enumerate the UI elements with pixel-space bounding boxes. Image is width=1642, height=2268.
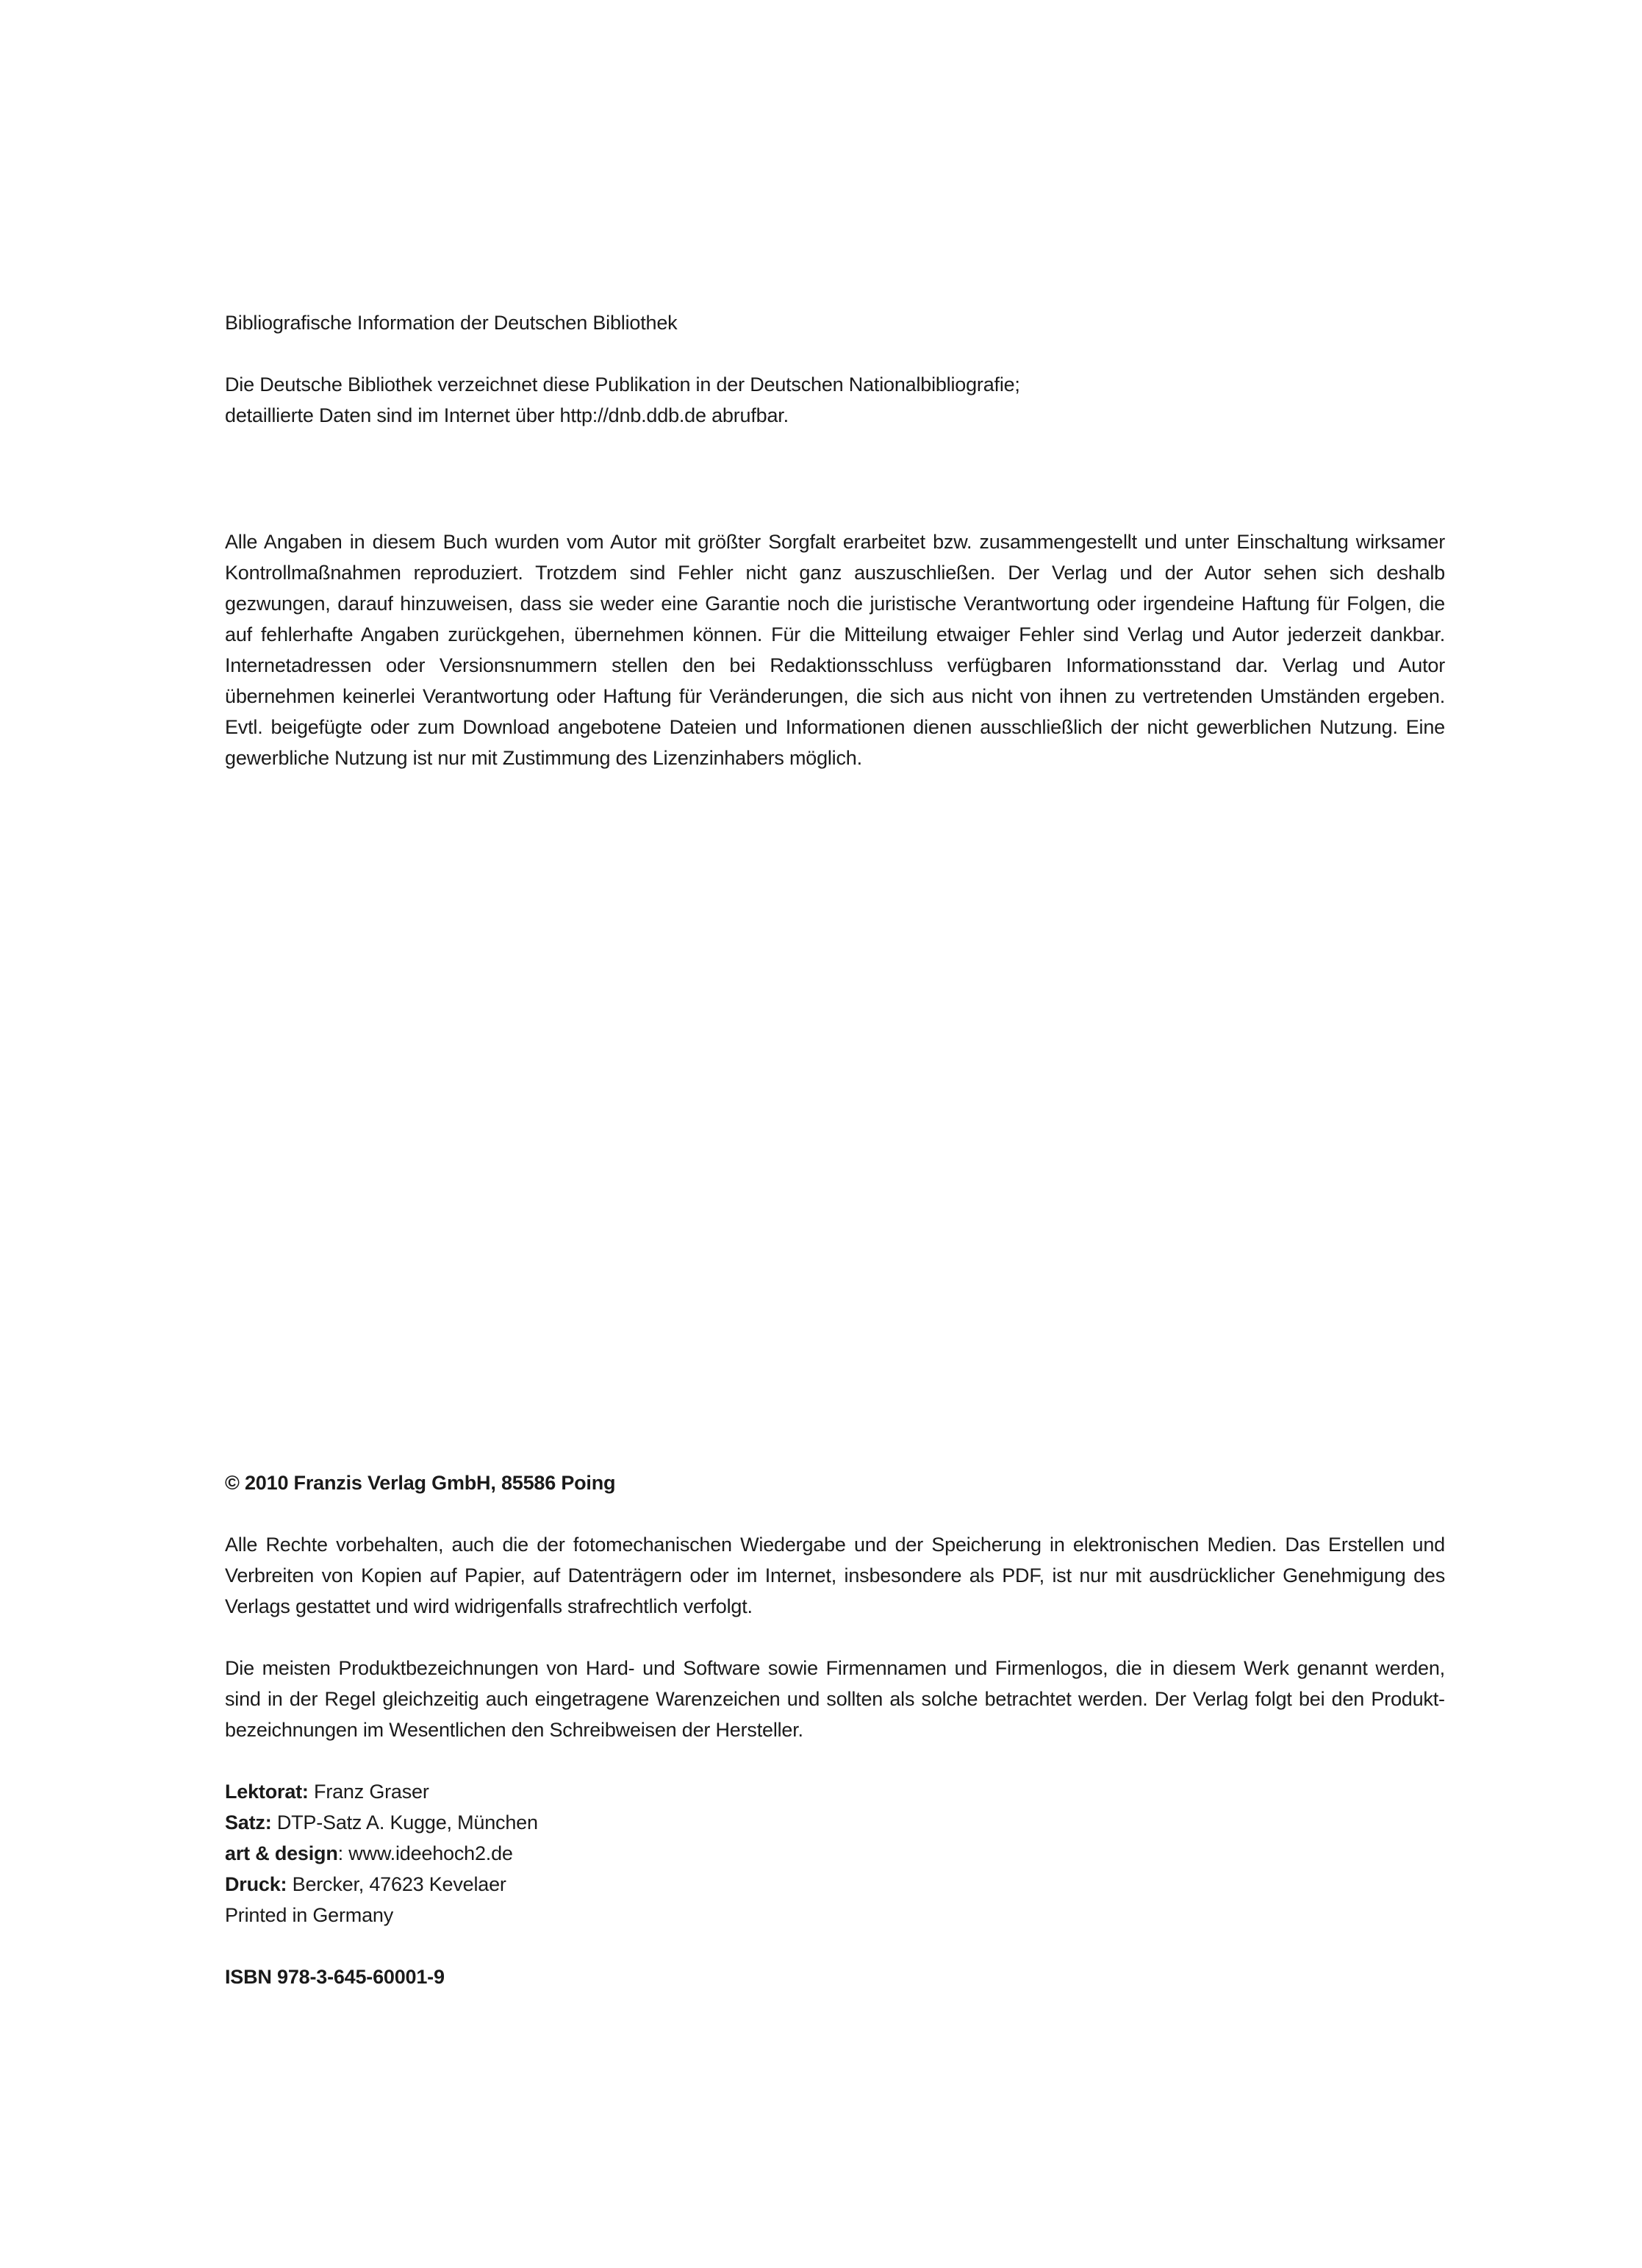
lektorat-label: Lektorat: xyxy=(225,1781,309,1803)
design-value: : www.ideehoch2.de xyxy=(337,1842,513,1864)
spacer xyxy=(225,338,1445,369)
lektorat-value: Franz Graser xyxy=(308,1781,429,1803)
copyright-section xyxy=(225,1467,1445,1992)
copyright-line: © 2010 Franzis Verlag GmbH, 85586 Poing xyxy=(225,1472,616,1494)
credit-design xyxy=(225,1838,1445,1869)
bibliographic-heading: Bibliografische Information der Deutschen Bibliothek xyxy=(225,312,678,334)
isbn: ISBN 978-3-645-60001-9 xyxy=(225,1966,445,1988)
rights-text: Alle Rechte vorbehalten, auch die der fotomechanischen Wiedergabe und der Speicherung in elektronischen Medien. Das Erstellen und Verbreiten von Kopien auf Papier, auf Datenträgern oder im Internet, insbesondere als PDF, ist nur mit ausdrücklicher Genehmigung des Verlags gestattet und wird widrigenfalls strafrechtlich verfolgt. xyxy=(225,1534,1445,1617)
design-label: art & design xyxy=(225,1842,338,1864)
druck-value: Bercker, 47623 Kevelaer xyxy=(287,1873,506,1895)
credit-druck xyxy=(225,1869,1445,1900)
satz-value: DTP-Satz A. Kugge, München xyxy=(271,1811,538,1834)
printed-in: Printed in Germany xyxy=(225,1904,393,1926)
credit-satz xyxy=(225,1807,1445,1838)
druck-label: Druck: xyxy=(225,1873,287,1895)
disclaimer-section xyxy=(225,526,1445,773)
spacer xyxy=(225,1622,1445,1653)
spacer xyxy=(225,1745,1445,1776)
disclaimer-text: Alle Angaben in diesem Buch wurden vom Autor mit größter Sorgfalt erarbeitet bzw. zusammengestellt und unter Einschaltung wirksamer Kontrollmaßnahmen reproduziert. Trotzdem sind Fehler nicht ganz auszuschließen. Der Verlag und der Autor sehen sich deshalb gezwungen, darauf hinzuweisen, dass sie weder eine Garantie noch die juristische Verantwortung oder irgendeine Haftung für Folgen, die auf fehlerhafte Angaben zurückgehen, übernehmen können. Für die Mitteilung etwaiger Fehler sind Verlag und Autor jederzeit dankbar. Internetadressen oder Versionsnummern stellen den bei Redaktionsschluss verfügbaren Informationsstand dar. Verlag und Autor übernehmen keinerlei Verantwortung oder Haftung für Veränderungen, die sich aus nicht von ihnen zu vertretenden Umständen ergeben. Evtl. beigefügte oder zum Download angebotene Dateien und Informationen dienen ausschließlich der nicht gewerblichen Nutzung. Eine gewerbliche Nutzung ist nur mit Zustimmung des Lizenzinhabers möglich. xyxy=(225,531,1445,769)
satz-label: Satz: xyxy=(225,1811,272,1834)
spacer xyxy=(225,1931,1445,1961)
spacer xyxy=(225,1498,1445,1529)
trademarks-text: Die meisten Produktbezeichnungen von Hard- und Software sowie Firmennamen und Firmenlogos, die in diesem Werk genannt werden, sind in der Regel gleichzeitig auch eingetragene Warenzeichen und sollten als solche betrachtet werden. Der Verlag folgt bei den Produktbezeichnungen im Wesentlichen den Schreibweisen der Hersteller. xyxy=(225,1657,1445,1741)
bibliographic-line-2: detaillierte Daten sind im Internet über http://dnb.ddb.de abrufbar. xyxy=(225,404,789,426)
credit-lektorat xyxy=(225,1776,1445,1807)
bibliographic-line-1: Die Deutsche Bibliothek verzeichnet diese Publikation in der Deutschen Nationalbibliografie; xyxy=(225,373,1020,396)
bibliographic-section xyxy=(225,307,1445,431)
